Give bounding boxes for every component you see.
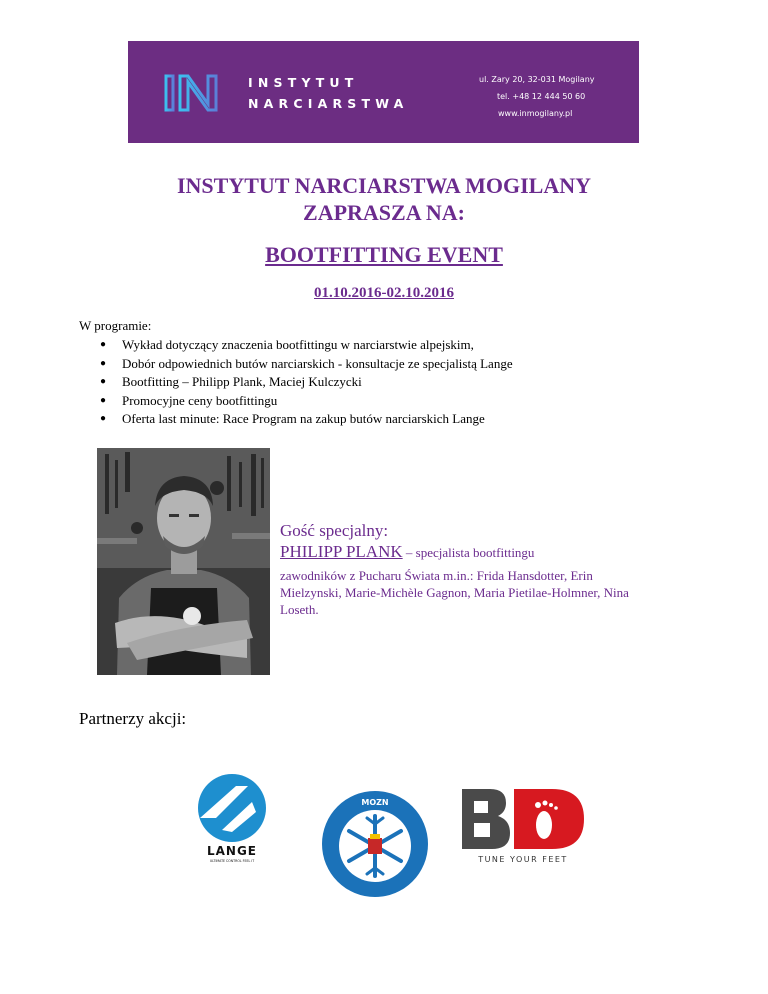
brand-line2: NARCIARSTWA: [248, 96, 409, 111]
event-dates: 01.10.2016-02.10.2016: [314, 285, 454, 301]
lange-logo: [192, 772, 272, 864]
guest-name-line: [280, 541, 640, 563]
guest-bio: zawodników z Pucharu Świata m.in.: Frida Hansdotter, Erin Mielzynski, Marie-Michèle Gagnon, Maria Pietilae-Holmner, Nina Loseth.: [280, 568, 629, 617]
bullet-icon: ●: [100, 357, 107, 369]
guest-name: PHILIPP PLANK: [280, 542, 403, 561]
list-item: [96, 392, 513, 411]
event-title: BOOTFITTING EVENT: [265, 242, 503, 267]
mozn-text: MOZN: [361, 798, 389, 807]
guest-label: Gość specjalny:: [280, 521, 389, 540]
guest-photo: [97, 448, 270, 675]
guest-role: – specjalista bootfittingu: [402, 545, 535, 560]
in-logo-icon: [164, 74, 226, 112]
banner-brand: [248, 72, 409, 114]
mozn-logo: [319, 790, 431, 898]
program-item-text: Oferta last minute: Race Program na zakup butów narciarskich Lange: [122, 411, 485, 426]
list-item: [96, 355, 513, 374]
bullet-icon: ●: [100, 376, 107, 387]
list-item: [96, 373, 513, 392]
heading-line1: INSTYTUT NARCIARSTWA MOGILANY: [176, 173, 591, 198]
lange-text: LANGE: [206, 844, 258, 858]
banner-phone[interactable]: tel. +48 12 444 50 60: [497, 92, 586, 101]
lange-tagline: ULTIMATE CONTROL FEEL IT: [209, 859, 255, 863]
program-item-text: Bootfitting – Philipp Plank, Maciej Kulczycki: [122, 374, 362, 389]
list-item: [96, 336, 513, 355]
program-item-text: Promocyjne ceny bootfittingu: [122, 392, 278, 408]
program-list: [96, 336, 513, 429]
guest-section: [280, 520, 640, 618]
partners-label: Partnerzy akcji:: [79, 709, 187, 728]
brand-line1: INSTYTUT: [248, 75, 359, 90]
bd-logo: [460, 785, 586, 865]
program-intro: W programie:: [79, 318, 152, 333]
bd-tagline: TUNE YOUR FEET: [478, 855, 568, 864]
list-item: [96, 410, 513, 429]
heading-line2: ZAPRASZA NA:: [303, 200, 465, 225]
header-banner: [128, 41, 639, 143]
program-item-text: Wykład dotyczący znaczenia bootfittingu w narciarstwie alpejskim,: [122, 337, 474, 352]
bullet-icon: ●: [100, 413, 107, 424]
banner-contact: [479, 71, 595, 122]
banner-address: ul. Zary 20, 32-031 Mogilany: [479, 75, 595, 84]
banner-website[interactable]: www.inmogilany.pl: [498, 109, 573, 118]
bullet-icon: ●: [100, 394, 107, 406]
bullet-icon: ●: [100, 339, 107, 350]
program-item-text: Dobór odpowiednich butów narciarskich - konsultacje ze specjalistą Lange: [122, 355, 513, 371]
